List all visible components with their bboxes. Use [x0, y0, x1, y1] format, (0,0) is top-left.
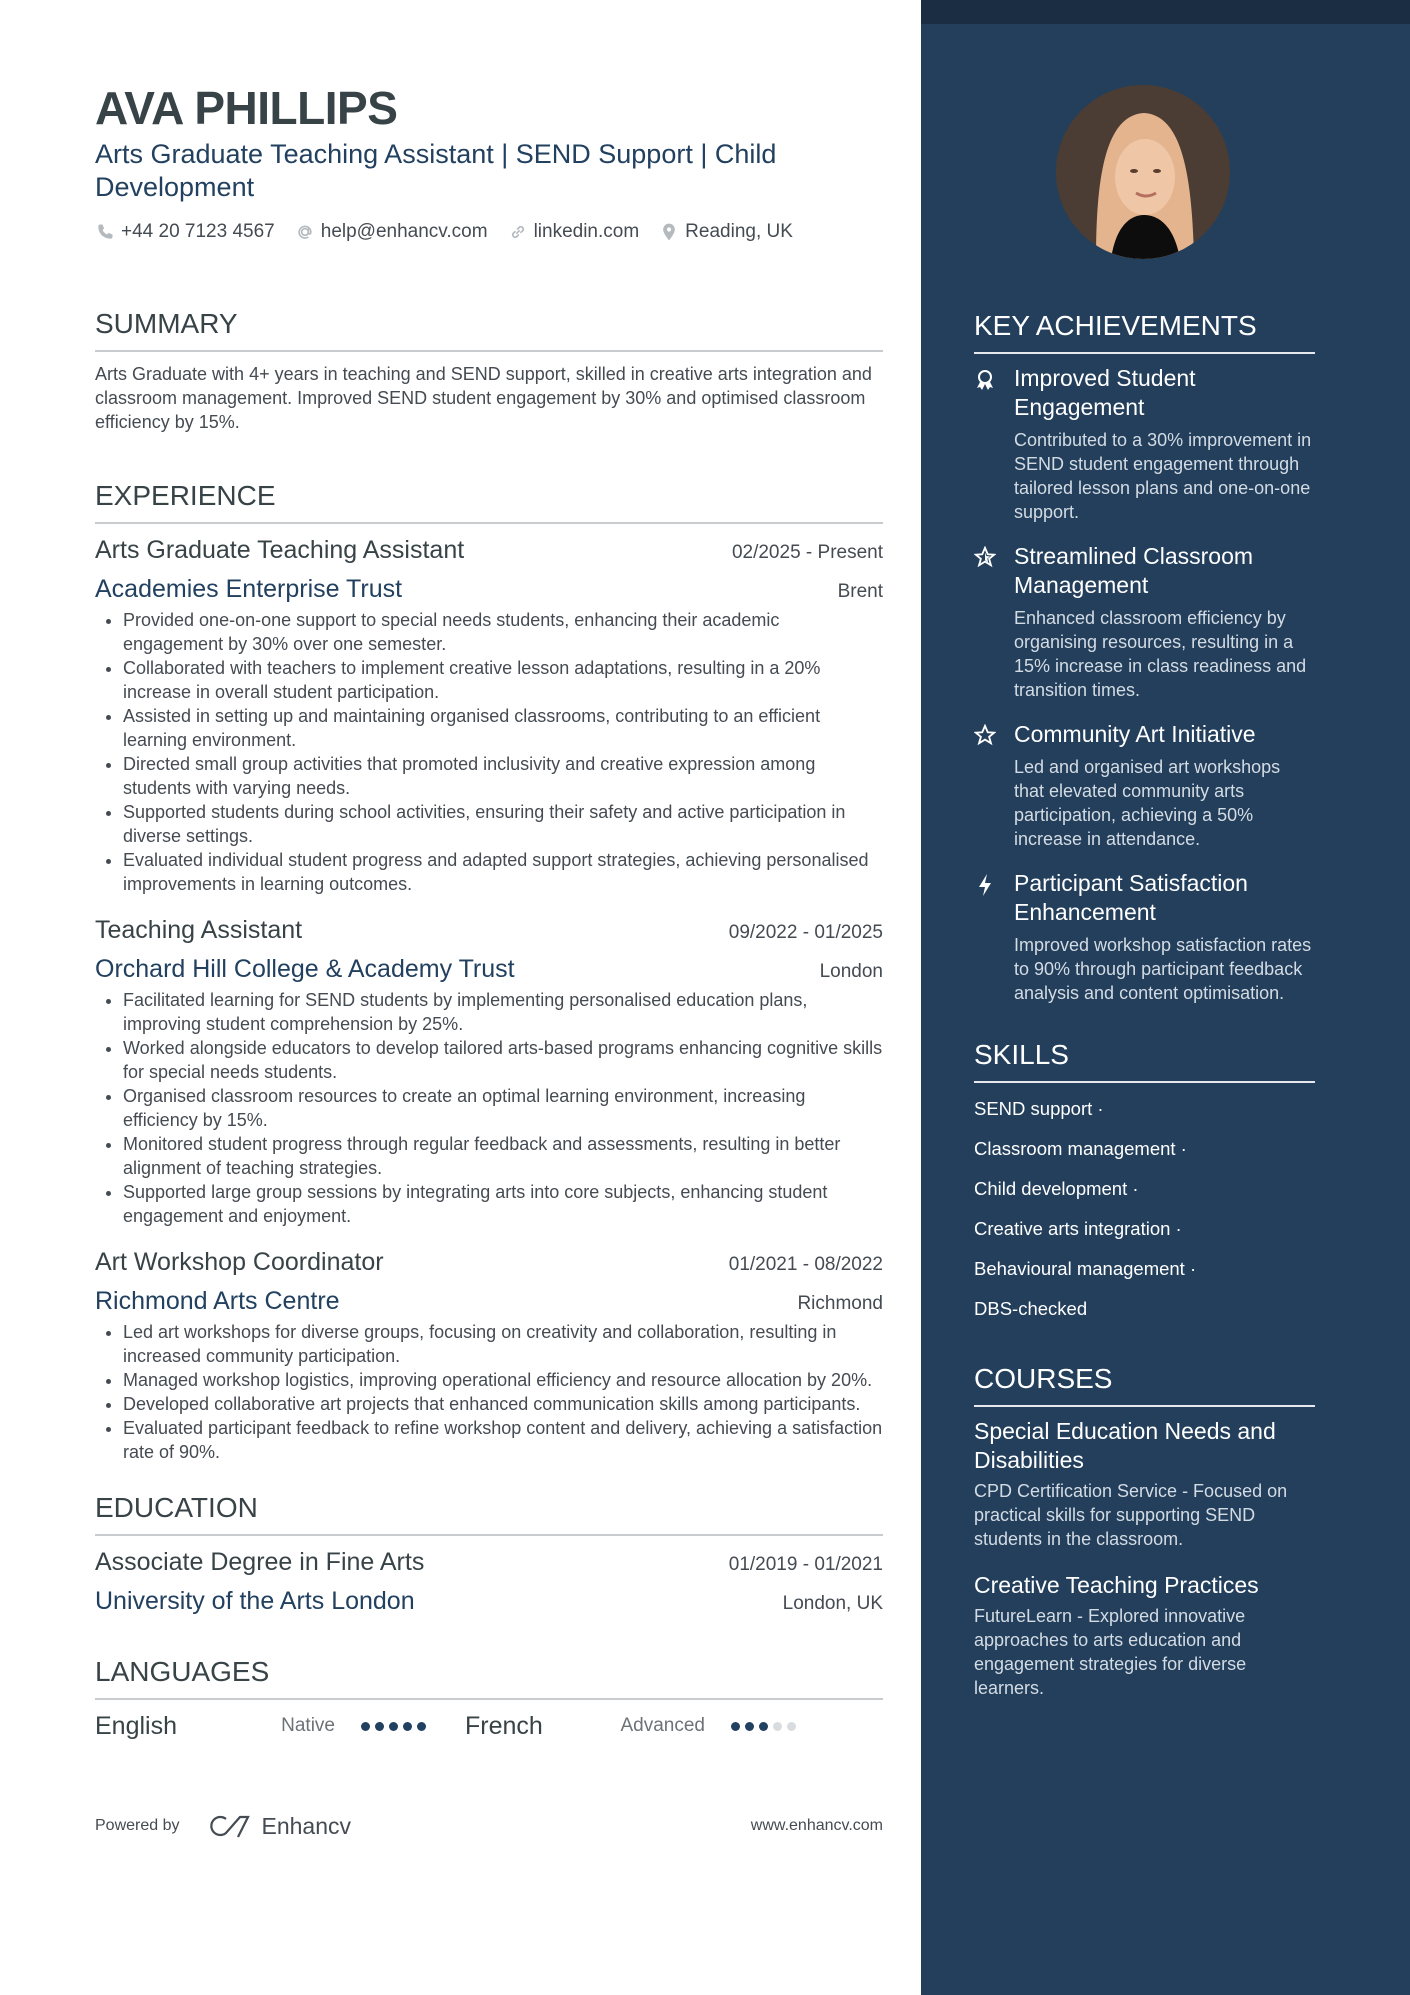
skill-item: Creative arts integration ·	[974, 1218, 1182, 1239]
languages-section	[95, 1654, 883, 1742]
contact-phone[interactable]	[95, 220, 275, 244]
job-date: 02/2025 - Present	[731, 542, 883, 563]
job-bullets	[95, 988, 883, 1228]
bullet-item: • Facilitated learning for SEND students by implementing personalised education plans, improving student comprehension by 25%.	[123, 988, 883, 1036]
proficiency-dot	[787, 1722, 796, 1731]
achievement-desc: Improved workshop satisfaction rates to 90% through participant feedback analysis and content optimisation.	[1014, 935, 1312, 1003]
school: University of the Arts London	[95, 1587, 415, 1615]
footer	[95, 1812, 883, 1870]
achievement-title: Participant Satisfaction Enhancement	[1014, 870, 1248, 925]
proficiency-dot	[375, 1722, 384, 1731]
proficiency-dots	[361, 1722, 433, 1731]
bullet-item: • Worked alongside educators to develop tailored arts-based programs enhancing cognitive skills for special needs students.	[123, 1036, 883, 1084]
candidate-subtitle: Arts Graduate Teaching Assistant | SEND Support | Child Development	[95, 139, 777, 202]
company-name: Orchard Hill College & Academy Trust	[95, 955, 515, 983]
job-entry	[95, 534, 883, 896]
job-entry	[95, 1246, 883, 1464]
sidebar-content	[974, 308, 1315, 1720]
experience-heading: EXPERIENCE	[95, 478, 883, 524]
skill-item: DBS-checked	[974, 1298, 1088, 1319]
phone-text: +44 20 7123 4567	[121, 221, 275, 242]
course-desc: CPD Certification Service - Focused on practical skills for supporting SEND students in the classroom.	[974, 1481, 1288, 1549]
achievement-desc: Enhanced classroom efficiency by organising resources, resulting in a 15% increase in class readiness and transition times.	[1014, 608, 1307, 700]
location-text: Reading, UK	[685, 221, 793, 242]
courses-section	[974, 1361, 1315, 1700]
skill-item: Classroom management ·	[974, 1138, 1187, 1159]
job-title: Arts Graduate Teaching Assistant	[95, 536, 465, 564]
footer-url[interactable]: www.enhancv.com	[750, 1817, 883, 1834]
bullet-item: • Managed workshop logistics, improving operational efficiency and resource allocation by 20%.	[123, 1368, 883, 1392]
proficiency-dot	[403, 1722, 412, 1731]
proficiency-dot	[417, 1722, 426, 1731]
enhancv-logo[interactable]	[206, 1812, 352, 1840]
contact-email[interactable]	[295, 220, 488, 244]
skill-item: SEND support ·	[974, 1098, 1104, 1119]
header	[95, 82, 883, 244]
proficiency-dot	[731, 1722, 740, 1731]
job-location: London	[819, 961, 883, 982]
skill-item: Behavioural management ·	[974, 1258, 1197, 1279]
education-date: 01/2019 - 01/2021	[728, 1554, 883, 1575]
education-location: London, UK	[782, 1593, 883, 1614]
bullet-item: • Led art workshops for diverse groups, focusing on creativity and collaboration, resulting in increased community participation.	[123, 1320, 883, 1368]
achievement-title: Improved Student Engagement	[1014, 365, 1196, 420]
linkedin-text: linkedin.com	[533, 221, 640, 242]
skills-section	[974, 1037, 1315, 1321]
achievements-section	[974, 308, 1315, 1005]
course-title: Special Education Needs and Disabilities	[974, 1418, 1276, 1473]
proficiency-dot	[773, 1722, 782, 1731]
bullet-item: • Provided one-on-one support to special needs students, enhancing their academic engagement by 30% over one semester.	[123, 608, 883, 656]
education-heading: EDUCATION	[95, 1490, 883, 1536]
bullet-item: • Supported students during school activities, ensuring their safety and active participation in diverse settings.	[123, 800, 883, 848]
proficiency-dot	[361, 1722, 370, 1731]
language-name: English	[95, 1712, 177, 1740]
company-name: Richmond Arts Centre	[95, 1287, 340, 1315]
course-desc: FutureLearn - Explored innovative approaches to arts education and engagement strategies for diverse learners.	[974, 1606, 1247, 1698]
enhancv-logo-icon	[206, 1813, 252, 1839]
location-icon	[659, 222, 679, 242]
education-section	[95, 1490, 883, 1618]
company-name: Academies Enterprise Trust	[95, 575, 403, 603]
course-title: Creative Teaching Practices	[974, 1572, 1259, 1598]
bullet-item: • Assisted in setting up and maintaining organised classrooms, contributing to an efficient learning environment.	[123, 704, 883, 752]
summary-heading: SUMMARY	[95, 306, 883, 352]
achievement-item	[974, 542, 1315, 702]
star-sparkle-icon	[974, 542, 996, 702]
at-icon	[295, 222, 315, 242]
sidebar-top-strip	[921, 0, 1410, 24]
powered-by-label: Powered by	[95, 1817, 180, 1834]
achievement-item	[974, 869, 1315, 1005]
skills-heading: SKILLS	[974, 1037, 1315, 1083]
bullet-item: • Monitored student progress through regular feedback and assessments, resulting in better alignment of teaching strategies.	[123, 1132, 883, 1180]
bolt-icon	[974, 869, 996, 1005]
bullet-item: • Supported large group sessions by integrating arts into core subjects, enhancing student engagement and enjoyment.	[123, 1180, 883, 1228]
languages-heading: LANGUAGES	[95, 1654, 883, 1700]
award-icon	[974, 364, 996, 524]
proficiency-dot	[389, 1722, 398, 1731]
language-name: French	[465, 1712, 543, 1740]
experience-section	[95, 478, 883, 1464]
job-title: Teaching Assistant	[95, 916, 303, 944]
phone-icon	[95, 222, 115, 242]
job-date: 01/2021 - 08/2022	[728, 1254, 883, 1275]
skill-item: Child development ·	[974, 1178, 1139, 1199]
job-date: 09/2022 - 01/2025	[728, 922, 883, 943]
language-level: Native	[281, 1715, 335, 1736]
bullet-item: • Collaborated with teachers to implement creative lesson adaptations, resulting in a 20% increase in overall student participation.	[123, 656, 883, 704]
job-title: Art Workshop Coordinator	[95, 1248, 384, 1276]
skills-list	[974, 1097, 1315, 1321]
main-column	[95, 82, 883, 1870]
bullet-item: • Organised classroom resources to create an optimal learning environment, increasing efficiency by 15%.	[123, 1084, 883, 1132]
achievements-list	[974, 364, 1315, 1005]
degree: Associate Degree in Fine Arts	[95, 1548, 425, 1576]
link-icon	[508, 222, 528, 242]
languages-list	[95, 1710, 883, 1742]
email-text: help@enhancv.com	[320, 221, 488, 242]
brand-name: Enhancv	[261, 1813, 352, 1839]
language-level: Advanced	[620, 1715, 705, 1736]
course-item	[974, 1571, 1315, 1700]
job-entry	[95, 914, 883, 1228]
profile-photo	[1056, 85, 1230, 259]
job-location: Richmond	[797, 1293, 883, 1314]
bullet-item: • Developed collaborative art projects that enhanced communication skills among participants.	[123, 1392, 883, 1416]
bullet-item: • Evaluated participant feedback to refine workshop content and delivery, achieving a satisfaction rate of 90%.	[123, 1416, 883, 1464]
courses-list	[974, 1417, 1315, 1700]
job-location: Brent	[837, 581, 883, 602]
achievement-item	[974, 720, 1315, 851]
bullet-item: • Evaluated individual student progress and adapted support strategies, achieving personalised improvements in learning outcomes.	[123, 848, 883, 896]
achievement-title: Community Art Initiative	[1014, 721, 1256, 747]
courses-heading: COURSES	[974, 1361, 1315, 1407]
proficiency-dot	[759, 1722, 768, 1731]
job-bullets	[95, 1320, 883, 1464]
achievement-desc: Contributed to a 30% improvement in SEND student engagement through tailored lesson plans and one-on-one support.	[1014, 430, 1312, 522]
proficiency-dots	[731, 1722, 803, 1731]
achievements-heading: KEY ACHIEVEMENTS	[974, 308, 1315, 354]
star-icon	[974, 720, 996, 851]
portrait-image	[1056, 85, 1230, 259]
achievement-desc: Led and organised art workshops that elevated community arts participation, achieving a 50% increase in attendance.	[1014, 757, 1281, 849]
achievement-title: Streamlined Classroom Management	[1014, 543, 1254, 598]
contact-linkedin[interactable]	[508, 220, 640, 244]
bullet-item: • Directed small group activities that promoted inclusivity and creative expression among students with varying needs.	[123, 752, 883, 800]
contact-row	[95, 220, 883, 244]
candidate-name: AVA PHILLIPS	[95, 82, 398, 134]
job-bullets	[95, 608, 883, 896]
proficiency-dot	[745, 1722, 754, 1731]
summary-section	[95, 306, 883, 434]
jobs-list	[95, 534, 883, 1464]
contact-location	[659, 220, 793, 244]
course-item	[974, 1417, 1315, 1551]
achievement-item	[974, 364, 1315, 524]
summary-text: Arts Graduate with 4+ years in teaching and SEND support, skilled in creative arts integration and classroom management. Improved SEND student engagement by 30% and optimised classroom efficiency by 15%.	[95, 364, 872, 432]
